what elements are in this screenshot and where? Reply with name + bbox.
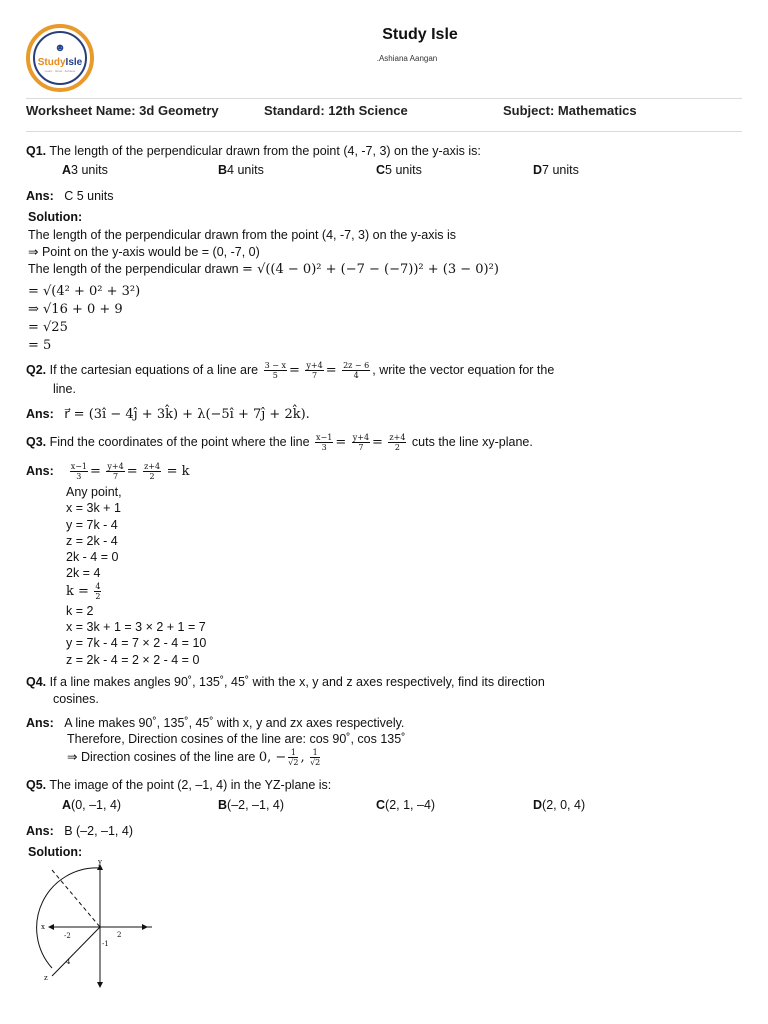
fraction: $\frac{y+4}{7}$ [107,462,124,481]
math-step: = √25 [28,320,68,335]
graduate-icon: ☻ [54,42,66,54]
solution-line: The length of the perpendicular drawn = √((4 − 0)² + (−7 − (−7))² + (3 − 0)²) [28,262,499,277]
solution-line: ⇒ Point on the y-axis would be = (0, -7, 0) [28,245,260,259]
logo-text: StudyIsle [37,57,83,68]
answer-1: Ans: C 5 units [26,189,114,203]
option-b: B4 units [218,163,264,177]
answer-line: Therefore, Direction cosines of the line are: cos 90˚, cos 135˚ [67,732,406,746]
coordinate-diagram [26,858,166,988]
question-text-cont: line. [53,382,76,396]
question-number: Q1. [26,144,47,158]
z-label: z [44,974,48,982]
step: 2k - 4 = 0 [66,550,119,565]
answer-2: Ans: r⃗ = (3î − 4ĵ + 3k̂) + λ(−5î + 7ĵ + 2k̂). [26,407,310,422]
question-3: Q3. Find the coordinates of the point where the line $\frac{x-1}{3}$ = $\frac{y+4}{7}$ = $\frac{z+4}{2}$ cuts the line xy-plane. [26,433,533,452]
fraction: $\frac{z+4}{2}$ [144,462,161,481]
question-text: The length of the perpendicular drawn from the point (4, -7, 3) on the y-axis is: [49,144,481,158]
step: 2k = 4 [66,566,101,581]
option-a: A(0, –1, 4) [62,798,122,812]
x-label: x [41,923,45,931]
solution-label: Solution: [28,210,83,224]
step: x = 3k + 1 [66,501,121,516]
question-1 [26,143,481,159]
tick-label: -1 [102,940,109,948]
fraction: $\frac{x-1}{3}$ [316,433,333,452]
fraction: $\frac{2z - 6}{4}$ [343,361,370,380]
arc [37,868,100,968]
step: k = $\frac{4}{2}$ [66,581,101,601]
option-b: B(–2, –1, 4) [218,798,285,812]
fraction: $\frac{x-1}{3}$ [70,462,87,481]
question-text-cont: cosines. [53,692,99,706]
fraction: $\frac{y+4}{7}$ [352,433,370,452]
tick-label: 4 [66,958,71,966]
divider [26,98,742,99]
step: Any point, [66,485,122,499]
solution-math: = √((4 − 0)² + (−7 − (−7))² + (3 − 0)²) [242,262,499,277]
option-d: D7 units [533,163,579,177]
option-d: D(2, 0, 4) [533,798,586,812]
y-label: y [98,858,102,866]
step: y = 7k - 4 = 7 × 2 - 4 = 10 [66,636,207,651]
solution-line: The length of the perpendicular drawn from the point (4, -7, 3) on the y-axis is [28,228,457,242]
step: x = 3k + 1 = 3 × 2 + 1 = 7 [66,620,206,635]
step: k = 2 [66,603,94,618]
answer-3: Ans: $\frac{x-1}{3}$ = $\frac{y+4}{7}$ = $\frac{z+4}{2}$ = k [26,462,190,481]
step: z = 2k - 4 [66,533,118,548]
answer-5: Ans: B (–2, –1, 4) [26,824,133,838]
question-4: Q4. If a line makes angles 90˚, 135˚, 45˚ with the x, y and z axes respectively, find its direction [26,675,545,689]
math-step: = 5 [28,338,52,353]
math-step: = √(4² + 0² + 3²) [28,284,141,299]
logo-subtitle: Learn · Grow · Achieve [44,69,76,73]
math-step: ⇒ √16 + 0 + 9 [28,302,123,317]
dashed-line [52,870,100,927]
fraction: $\frac{3 - x}{5}$ [264,361,286,380]
solution-label: Solution: [28,845,83,859]
option-c: C5 units [376,163,422,177]
option-a: A3 units [62,163,108,177]
subject: Subject: Mathematics [503,103,637,118]
brand-title: Study Isle [382,26,458,43]
brand-address: .Ashiana Aangan [376,54,438,63]
standard: Standard: 12th Science [264,103,408,118]
tick-label: 2 [117,931,122,939]
answer-line: ⇒ Direction cosines of the line are 0, − $\frac{1}{√2}$ , $\frac{1}{√2}$ [67,748,321,767]
option-c: C(2, 1, –4) [376,798,436,812]
z-axis [52,927,100,976]
answer-4: Ans: A line makes 90˚, 135˚, 45˚ with x, y and zx axes respectively. [26,716,405,730]
tick-label: -2 [64,932,71,940]
fraction: $\frac{y+4}{7}$ [306,361,323,380]
divider [26,131,742,132]
fraction: $\frac{z+4}{2}$ [389,433,406,452]
question-5: Q5. The image of the point (2, –1, 4) in the YZ-plane is: [26,778,332,792]
step-list [66,484,206,668]
worksheet-name: Worksheet Name: 3d Geometry [26,103,219,118]
question-2: Q2. If the cartesian equations of a line are $\frac{3 - x}{5}$ = $\frac{y+4}{7}$ = $\frac{2z - 6}{4}$ , write the vector equation for the [26,361,555,380]
step: y = 7k - 4 [66,517,118,532]
step: z = 2k - 4 = 2 × 2 - 4 = 0 [66,652,200,667]
